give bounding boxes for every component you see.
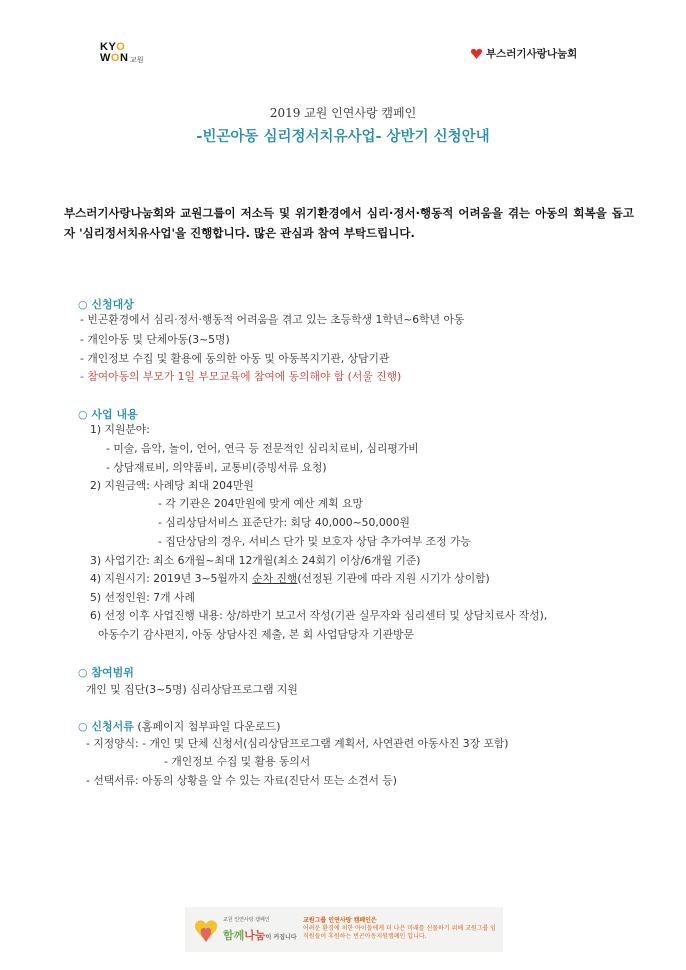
section-heading-scope: ○ 참여범위 <box>78 666 134 679</box>
docs-item: - 선택서류: 아동의 상황을 알 수 있는 자료(진단서 또는 소견서 등) <box>86 774 398 787</box>
campaign-year: 2019 교원 인연사랑 캠페인 <box>269 106 417 120</box>
campaign-heart-icon <box>193 915 219 945</box>
target-item: - 개인정보 수집 및 활용에 동의한 아동 및 아동복지기관, 상담기관 <box>80 352 390 365</box>
kyowon-logo <box>100 41 144 64</box>
business-item: 5) 선정인원: 7개 사례 <box>90 591 195 604</box>
business-item-continued: 아동수기 감사편지, 아동 상담사진 제출, 본 회 사업담당자 기관방문 <box>98 628 414 641</box>
target-item: - 개인아동 및 단체아동(3~5명) <box>80 333 230 346</box>
banner-slogan-3: 이 커집니다 <box>265 934 297 941</box>
page-title: -빈곤아동 심리정서치유사업- 상반기 신청안내 <box>196 129 490 145</box>
schedule-underlined: 순차 진행 <box>252 572 298 585</box>
business-item: 3) 사업기간: 최소 6개월~최대 12개월(최소 24회기 이상/6개월 기준) <box>90 554 421 567</box>
business-subitem: - 각 기관은 204만원에 맞게 예산 계획 요망 <box>158 497 363 510</box>
banner-description-head: 교원그룹 인연사랑 캠페인은 <box>303 917 377 924</box>
campaign-banner <box>185 907 503 952</box>
schedule-text: 4) 지원시기: 2019년 3~5월까지 <box>90 572 253 585</box>
docs-item: - 지정양식: - 개인 및 단체 신청서(심리상담프로그램 계획서, 사연관련 아동사진 3장 포함) <box>86 737 509 750</box>
banner-slogan <box>223 927 297 943</box>
busrugi-logo-text: 부스러기사랑나눔회 <box>486 48 578 60</box>
business-item: 6) 선정 이후 사업진행 내용: 상/하반기 보고서 작성(기관 실무자와 심리센터 및 상담치료사 작성), <box>90 609 548 622</box>
business-item: 2) 지원금액: 사례당 최대 204만원 <box>90 479 254 492</box>
banner-description-body: 어려운 환경에 처한 아이들에게 더 나은 미래를 선물하기 위해 교원그룹 임직원들이 후원하는 빈곤아동지원캠페인 입니다. <box>303 925 496 940</box>
business-item <box>90 572 490 586</box>
banner-slogan-1: 함께 <box>223 929 245 942</box>
docs-item: - 개인정보 수집 및 활용 동의서 <box>164 755 311 768</box>
section-heading-docs <box>78 718 281 734</box>
business-subitem: - 미술, 음악, 놀이, 언어, 연극 등 전문적인 심리치료비, 심리평가비 <box>106 442 419 455</box>
heart-icon <box>470 47 483 60</box>
kyowon-logo-line1: KYO <box>100 41 126 53</box>
intro-paragraph: 부스러기사랑나눔회와 교원그룹이 저소득 및 위기환경에서 심리·정서·행동적 어려움을 겪는 아동의 회복을 돕고자 '심리정서치유사업'을 진행합니다. 많은 관심과 참여 부탁드립니다. <box>64 206 634 240</box>
business-subitem: - 상담재료비, 의약품비, 교통비(증빙서류 요청) <box>106 461 327 474</box>
business-subitem: - 집단상담의 경우, 서비스 단가 및 보호자 상담 추가여부 조정 가능 <box>158 535 471 548</box>
banner-description <box>303 917 499 941</box>
busrugi-logo <box>470 46 577 61</box>
business-subitem: - 심리상담서비스 표준단가: 회당 40,000~50,000원 <box>158 516 410 529</box>
docs-heading-note: (홈페이지 첨부파일 다운로드) <box>133 720 281 733</box>
section-heading-business: ○ 사업 내용 <box>78 408 138 421</box>
banner-slogan-2: 나눔 <box>244 929 266 942</box>
banner-small-text: 교원 인연사랑 캠페인 <box>223 917 270 923</box>
kyowon-logo-sub: 교원 <box>130 56 144 64</box>
business-item: 1) 지원분야: <box>90 423 150 436</box>
target-item: - 빈곤환경에서 심리·정서·행동적 어려움을 겪고 있는 초등학생 1학년~6학년 아동 <box>80 313 465 326</box>
scope-text: 개인 및 집단(3~5명) 심리상담프로그램 지원 <box>86 683 298 696</box>
schedule-note: (선정된 기관에 따라 지원 시기가 상이함) <box>297 572 490 585</box>
kyowon-logo-line2: WON <box>100 52 129 64</box>
target-item-warning: - 참여아동의 부모가 1일 부모교육에 참여에 동의해야 함 (서울 진행) <box>80 370 402 383</box>
docs-heading-label: ○ 신청서류 <box>78 720 134 733</box>
section-heading-target: ○ 신청대상 <box>78 298 134 311</box>
